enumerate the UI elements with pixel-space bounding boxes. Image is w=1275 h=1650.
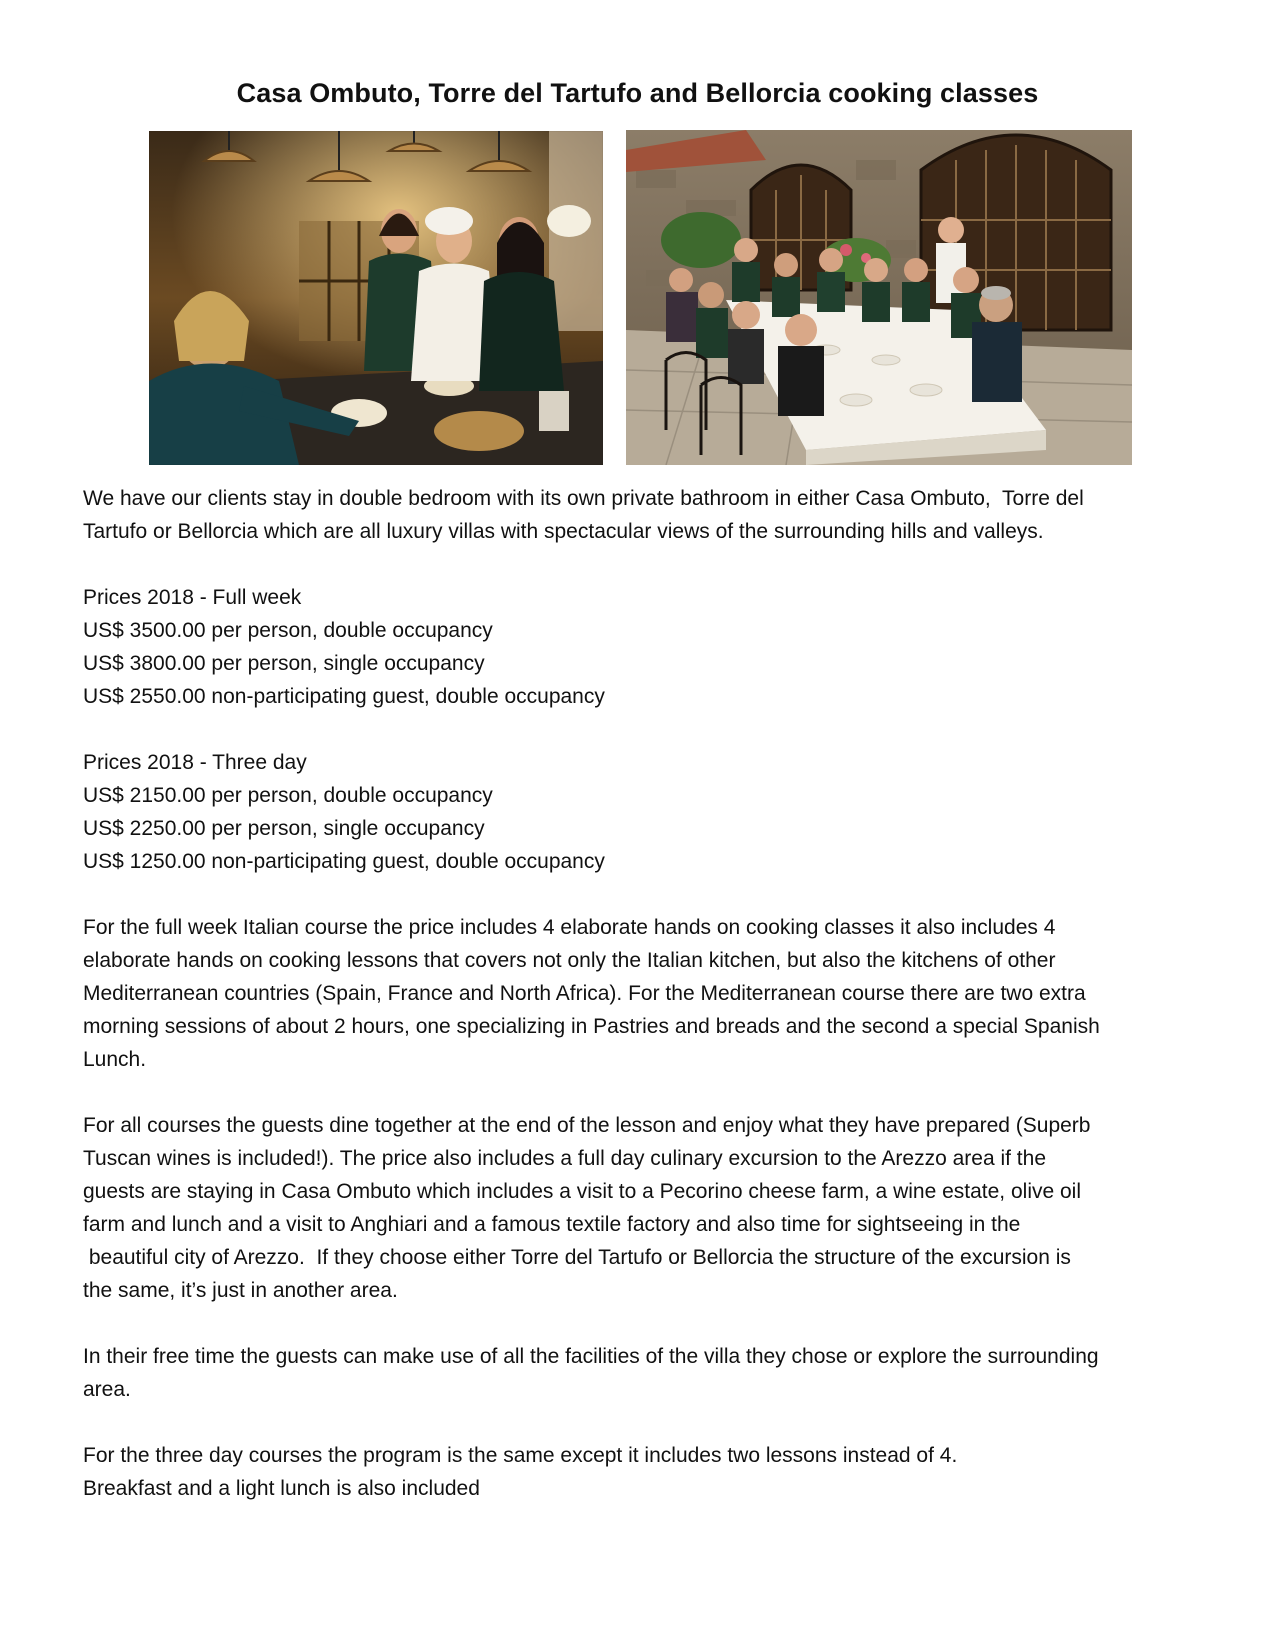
three-day-program-paragraph	[83, 1439, 1213, 1505]
text-line: morning sessions of about 2 hours, one specializing in Pastries and breads and the second a special Spanish	[83, 1015, 1100, 1038]
free-time-paragraph	[83, 1340, 1213, 1406]
text-line: area.	[83, 1378, 131, 1401]
text-line: guests are staying in Casa Ombuto which includes a visit to a Pecorino cheese farm, a wine estate, olive oil	[83, 1180, 1082, 1203]
price-line: US$ 3800.00 per person, single occupancy	[83, 652, 485, 675]
dining-excursion-paragraph	[83, 1109, 1213, 1307]
text-line: elaborate hands on cooking lessons that covers not only the Italian kitchen, but also the kitchens of other	[83, 949, 1056, 972]
price-line: US$ 2550.00 non-participating guest, double occupancy	[83, 685, 605, 708]
text-line: Mediterranean countries (Spain, France and North Africa). For the Mediterranean course there are two extra	[83, 982, 1086, 1005]
document-body	[83, 482, 1213, 1505]
text-line: the same, it’s just in another area.	[83, 1279, 398, 1302]
text-line: Lunch.	[83, 1048, 147, 1071]
text-line: For the three day courses the program is the same except it includes two lessons instead of 4.	[83, 1444, 958, 1467]
three-day-prices	[83, 746, 1213, 878]
text-line: Breakfast and a light lunch is also included	[83, 1477, 480, 1500]
outdoor-dining-photo	[626, 130, 1132, 465]
price-line: US$ 2150.00 per person, double occupancy	[83, 784, 493, 807]
text-line: For the full week Italian course the price includes 4 elaborate hands on cooking classes it also includes 4	[83, 916, 1056, 939]
price-line: US$ 1250.00 non-participating guest, double occupancy	[83, 850, 605, 873]
text-line: Tartufo or Bellorcia which are all luxury villas with spectacular views of the surrounding hills and valleys.	[83, 520, 1044, 543]
kitchen-class-photo	[149, 131, 603, 465]
page-title: Casa Ombuto, Torre del Tartufo and Bellorcia cooking classes	[236, 78, 1039, 108]
three-day-prices-heading: Prices 2018 - Three day	[83, 751, 307, 774]
text-line: We have our clients stay in double bedroom with its own private bathroom in either Casa Ombuto, Torre del	[83, 487, 1084, 510]
text-line: In their free time the guests can make use of all the facilities of the villa they chose or explore the surrounding	[83, 1345, 1099, 1368]
price-line: US$ 2250.00 per person, single occupancy	[83, 817, 485, 840]
price-line: US$ 3500.00 per person, double occupancy	[83, 619, 493, 642]
text-line: For all courses the guests dine together at the end of the lesson and enjoy what they have prepared (Superb	[83, 1114, 1091, 1137]
text-line: farm and lunch and a visit to Anghiari and a famous textile factory and also time for sightseeing in the	[83, 1213, 1021, 1236]
course-description-paragraph	[83, 911, 1213, 1076]
full-week-prices-heading: Prices 2018 - Full week	[83, 586, 302, 609]
intro-paragraph	[83, 482, 1213, 548]
text-line: Tuscan wines is included!). The price also includes a full day culinary excursion to the Arezzo area if the	[83, 1147, 1046, 1170]
text-line: beautiful city of Arezzo. If they choose either Torre del Tartufo or Bellorcia the structure of the excursion is	[83, 1246, 1071, 1269]
full-week-prices	[83, 581, 1213, 713]
